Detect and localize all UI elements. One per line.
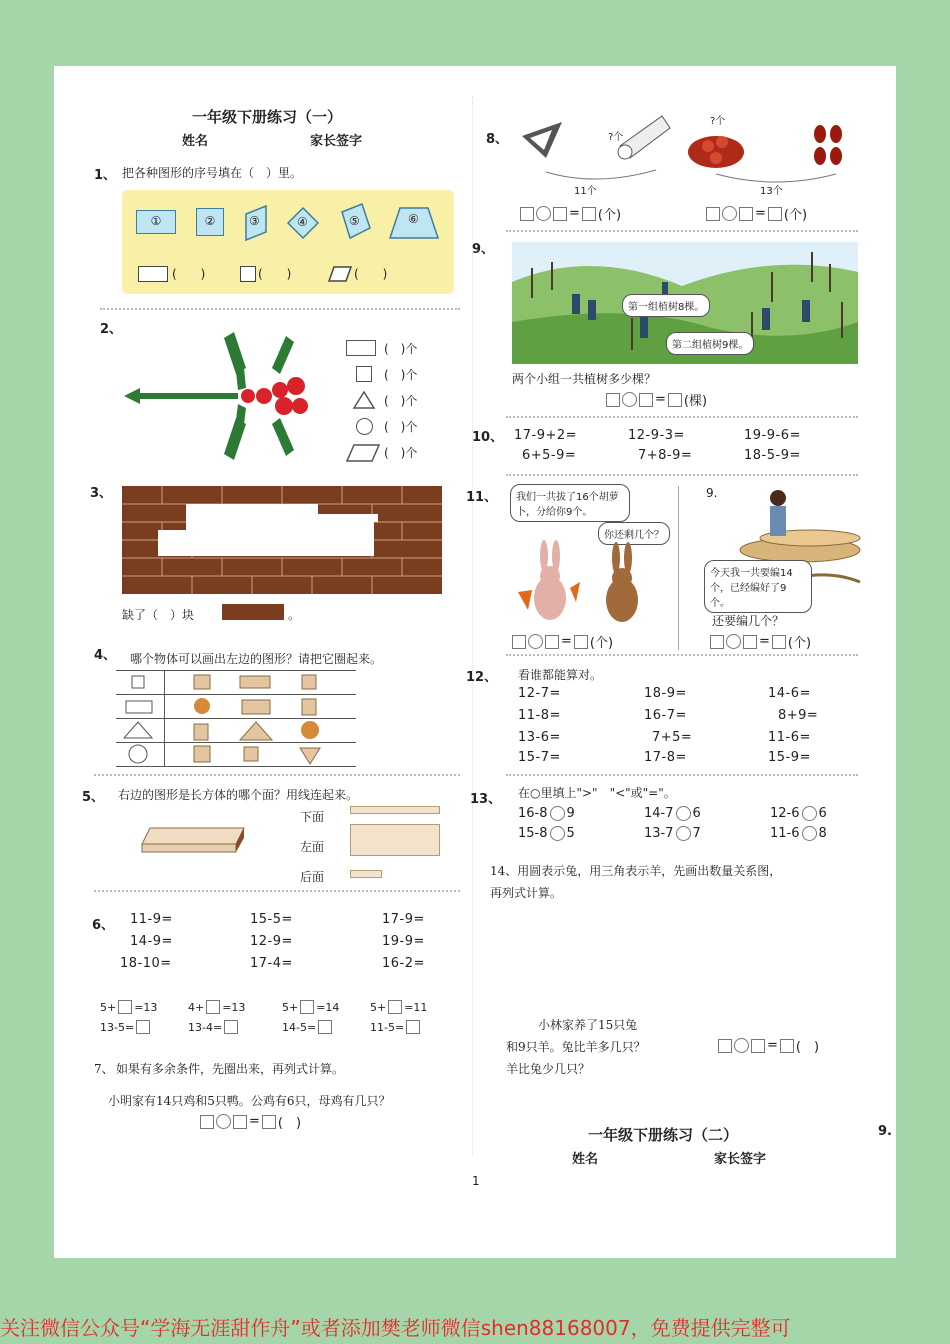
- q2-count-square[interactable]: ( )个: [384, 368, 418, 382]
- q12-eq: 7+5=: [652, 730, 693, 745]
- q2-triangle-icon: [352, 390, 376, 410]
- q5-number: 5、: [82, 790, 105, 805]
- q2-circle-icon: [356, 418, 373, 435]
- sheet2-corner-number: 9.: [878, 1124, 892, 1139]
- divider: [100, 308, 460, 310]
- square-icon: [240, 266, 256, 282]
- parent-signature-label: 家长签字: [310, 134, 363, 149]
- q6-eq: 12-9=: [250, 934, 293, 949]
- q13-compare: 14-7 6: [644, 806, 701, 821]
- q6-eq: 17-4=: [250, 956, 293, 971]
- sheet2-parent-label: 家长签字: [714, 1152, 767, 1167]
- q3-brick-wall: [122, 486, 442, 594]
- q8-right-figure: [686, 118, 862, 192]
- q10-eq: 17-9+2=: [514, 428, 578, 443]
- q1-answer-square[interactable]: ( ): [258, 267, 292, 281]
- divider: [506, 774, 858, 776]
- q6-fill-row: 4+ =13: [188, 1000, 246, 1014]
- q6-eq: 11-9=: [130, 912, 173, 927]
- q2-count-rect[interactable]: ( )个: [384, 342, 418, 356]
- q8-left-answer: = (个): [520, 204, 621, 223]
- q2-count-triangle[interactable]: ( )个: [384, 394, 418, 408]
- q9-number: 9、: [472, 242, 495, 257]
- q11-right-number: 9.: [706, 486, 718, 500]
- q6-fill-row: 5+ =11: [370, 1000, 428, 1014]
- worksheet-page: 一年级下册练习（一） 姓名 家长签字 1、 把各种图形的序号填在（ ）里。 ① ② ③ ④ ⑤ ⑥ ( ) ( ) ( ) 2、 ( )个 ( )个 ( )个 ( )个 ( )个 3、 缺了（ ）块 。 4、 哪个物体可以画出左边的图形？请把它圈起来。 5、 右边的图形是长方体的哪个面？用线连起来。 下面 左面 后面 6、 11-9= 15-5= 17-9= 14-9= 12-9= 19-9= 18-10= 17-4= 16-2= 5+ =13 4+ =13 5+ =14 5+ =11 13-5= 13-4= 14-5= 11-5= 7、 如果有多余条件，先圈出来，再列式计算。 小明家有14只鸡和5只鸭。公鸡有6只，母鸡有几只？ = ( ) 8、 ?个 11个 ?个 13个 = (个) = (个) 9、 第一组植树8棵。 第二组植树9棵。 两个小组一共植树多少棵？ = (棵) 10、 17-9+2= 12-9-3= 19-9-6= 6+5-9= 7+8-9= 18-5-9= 11、 我们一共拔了16个胡萝卜，分给你9个。 你还剩几个？ 9. 今天我一共要编14个，已经编好了9个。 还要编几个？ = (个) = (个) 12、 看谁都能算对。 12-7= 18-9= 14-6= 11-8= 16-7= 8+9= 13-6= 7+5= 11-6= 15-7= 17-8= 15-9= 13、 在○里填上">" "<"或"="。 16-8 9 14-7 6 12-6 6 15-8 5 13-7 7 11-6 8 14、用圆表示兔，用三角表示羊，先画出数量关系图， 再列式计算。 小林家养了15只兔 和9只羊。兔比羊多几只？ 羊比兔少几只？ = ( ) 一年级下册练习（二） 姓名 家长签字 9. 1: [54, 66, 896, 1258]
- divider: [506, 230, 858, 232]
- q4-number: 4、: [94, 648, 117, 663]
- q9-bubble-group1: 第一组植树8棵。: [622, 294, 710, 317]
- q6-fill-row: 14-5=: [282, 1020, 332, 1034]
- q11-bubble-right: 你还剩几个？: [598, 522, 670, 545]
- divider: [506, 416, 858, 418]
- q10-eq: 6+5-9=: [522, 448, 577, 463]
- q11-weave-question: 还要编几个？: [712, 614, 785, 628]
- q14-answer: = ( ): [718, 1036, 819, 1055]
- q12-eq: 13-6=: [518, 730, 561, 745]
- q2-parallelogram-icon: [346, 444, 380, 462]
- sheet1-title: 一年级下册练习（一）: [192, 108, 343, 126]
- q13-compare: 11-6 8: [770, 826, 827, 841]
- rectangle-icon: [138, 266, 168, 282]
- q10-eq: 7+8-9=: [638, 448, 693, 463]
- q7-number: 7、: [94, 1062, 114, 1076]
- q6-fill-row: 13-5=: [100, 1020, 150, 1034]
- sheet2-name-label: 姓名: [572, 1152, 599, 1167]
- face-back-shape[interactable]: [350, 870, 382, 878]
- q12-eq: 17-8=: [644, 750, 687, 765]
- divider: [506, 474, 858, 476]
- face-left-shape[interactable]: [350, 824, 440, 856]
- q11-number: 11、: [466, 490, 498, 505]
- q13-text: 在○里填上">" "<"或"="。: [518, 786, 676, 800]
- q11-right-answer: = (个): [710, 632, 811, 651]
- q6-eq: 16-2=: [382, 956, 425, 971]
- q10-eq: 18-5-9=: [744, 448, 801, 463]
- q13-compare: 15-8 5: [518, 826, 575, 841]
- divider: [94, 890, 460, 892]
- q9-answer: = (棵): [606, 390, 707, 409]
- q3-text: 缺了（ ）块: [122, 608, 195, 622]
- q3-number: 3、: [90, 486, 113, 501]
- q12-eq: 15-7=: [518, 750, 561, 765]
- q12-eq: 8+9=: [778, 708, 819, 723]
- q2-number: 2、: [100, 322, 123, 337]
- q6-eq: 17-9=: [382, 912, 425, 927]
- q12-text: 看谁都能算对。: [518, 668, 603, 682]
- q5-face-back: 后面: [300, 870, 325, 884]
- q11-left-answer: = (个): [512, 632, 613, 651]
- page-number: 1: [472, 1174, 480, 1188]
- divider: [94, 774, 460, 776]
- q12-eq: 14-6=: [768, 686, 811, 701]
- q12-eq: 18-9=: [644, 686, 687, 701]
- q5-face-left: 左面: [300, 840, 325, 854]
- q10-eq: 12-9-3=: [628, 428, 685, 443]
- q5-face-bottom: 下面: [300, 810, 325, 824]
- q8-left-question: ?个: [608, 132, 624, 143]
- q9-question: 两个小组一共植树多少棵？: [512, 372, 657, 386]
- q2-count-parallelogram[interactable]: ( )个: [384, 446, 418, 460]
- q12-eq: 16-7=: [644, 708, 687, 723]
- q2-count-circle[interactable]: ( )个: [384, 420, 418, 434]
- q6-eq: 15-5=: [250, 912, 293, 927]
- q1-answer-rect[interactable]: ( ): [172, 267, 206, 281]
- q7-text: 如果有多余条件，先圈出来，再列式计算。: [116, 1062, 345, 1076]
- q14-story-line3: 羊比兔少几只？: [506, 1062, 591, 1076]
- q7-answer-template: = ( ): [200, 1112, 301, 1131]
- q8-left-total: 11个: [574, 186, 597, 197]
- shape-1-rectangle: ①: [136, 210, 176, 234]
- q1-number: 1、: [94, 168, 117, 183]
- q1-answer-parallelogram[interactable]: ( ): [354, 267, 388, 281]
- q8-right-total: 13个: [760, 186, 783, 197]
- q12-eq: 11-8=: [518, 708, 561, 723]
- q14-text-line2: 再列式计算。: [490, 886, 563, 900]
- q6-fill-row: 13-4=: [188, 1020, 238, 1034]
- q1-shape-panel: ① ② ③ ④ ⑤ ⑥ ( ) ( ) ( ): [122, 190, 454, 294]
- q12-number: 12、: [466, 670, 498, 685]
- q4-table: [116, 670, 356, 766]
- q6-fill-row: 11-5=: [370, 1020, 420, 1034]
- q6-eq: 18-10=: [120, 956, 172, 971]
- q6-eq: 14-9=: [130, 934, 173, 949]
- name-label: 姓名: [182, 134, 209, 149]
- q13-compare: 12-6 6: [770, 806, 827, 821]
- q14-story-line2: 和9只羊。兔比羊多几只？: [506, 1040, 646, 1054]
- q11-rabbits: [510, 532, 670, 628]
- q9-bubble-group2: 第二组植树9棵。: [666, 332, 754, 355]
- q8-number: 8、: [486, 132, 509, 147]
- q6-eq: 19-9=: [382, 934, 425, 949]
- q12-eq: 11-6=: [768, 730, 811, 745]
- q11-bubble-weave: 今天我一共要编14个，已经编好了9个。: [704, 560, 812, 613]
- parallelogram-icon: [328, 266, 352, 282]
- q4-text: 哪个物体可以画出左边的图形？请把它圈起来。: [130, 652, 383, 666]
- q12-eq: 15-9=: [768, 750, 811, 765]
- q7-story: 小明家有14只鸡和5只鸭。公鸡有6只，母鸡有几只？: [108, 1094, 391, 1108]
- q6-fill-row: 5+ =14: [282, 1000, 340, 1014]
- divider: [506, 654, 858, 656]
- q13-compare: 16-8 9: [518, 806, 575, 821]
- q14-story-line1: 小林家养了15只兔: [538, 1018, 638, 1032]
- q2-arrow-figure: [118, 328, 318, 462]
- q8-right-answer: = (个): [706, 204, 807, 223]
- q8-left-figure: [516, 112, 676, 192]
- q10-eq: 19-9-6=: [744, 428, 801, 443]
- q6-fill-row: 5+ =13: [100, 1000, 158, 1014]
- face-bottom-shape[interactable]: [350, 806, 440, 814]
- brick-icon: [222, 604, 284, 620]
- shape-2-square: ②: [196, 208, 224, 236]
- q2-rectangle-icon: [346, 340, 376, 356]
- q12-eq: 12-7=: [518, 686, 561, 701]
- q13-compare: 13-7 7: [644, 826, 701, 841]
- q13-number: 13、: [470, 792, 502, 807]
- q5-cuboid: [140, 826, 248, 856]
- q11-bubble-left: 我们一共拔了16个胡萝卜，分给你9个。: [510, 484, 630, 522]
- q11-divider: [678, 486, 679, 650]
- sheet2-title: 一年级下册练习（二）: [588, 1126, 739, 1144]
- q6-number: 6、: [92, 918, 115, 933]
- q2-square-icon: [356, 366, 372, 382]
- q5-text: 右边的图形是长方体的哪个面？用线连起来。: [118, 788, 359, 802]
- q14-text-line1: 14、用圆表示兔，用三角表示羊，先画出数量关系图，: [490, 864, 782, 878]
- q10-number: 10、: [472, 430, 504, 445]
- q1-text: 把各种图形的序号填在（ ）里。: [122, 166, 303, 180]
- promo-footer: 关注微信公众号“学海无涯甜作舟”或者添加樊老师微信shen88168007，免费提供完整可: [0, 1316, 791, 1340]
- q8-right-question: ?个: [710, 116, 726, 127]
